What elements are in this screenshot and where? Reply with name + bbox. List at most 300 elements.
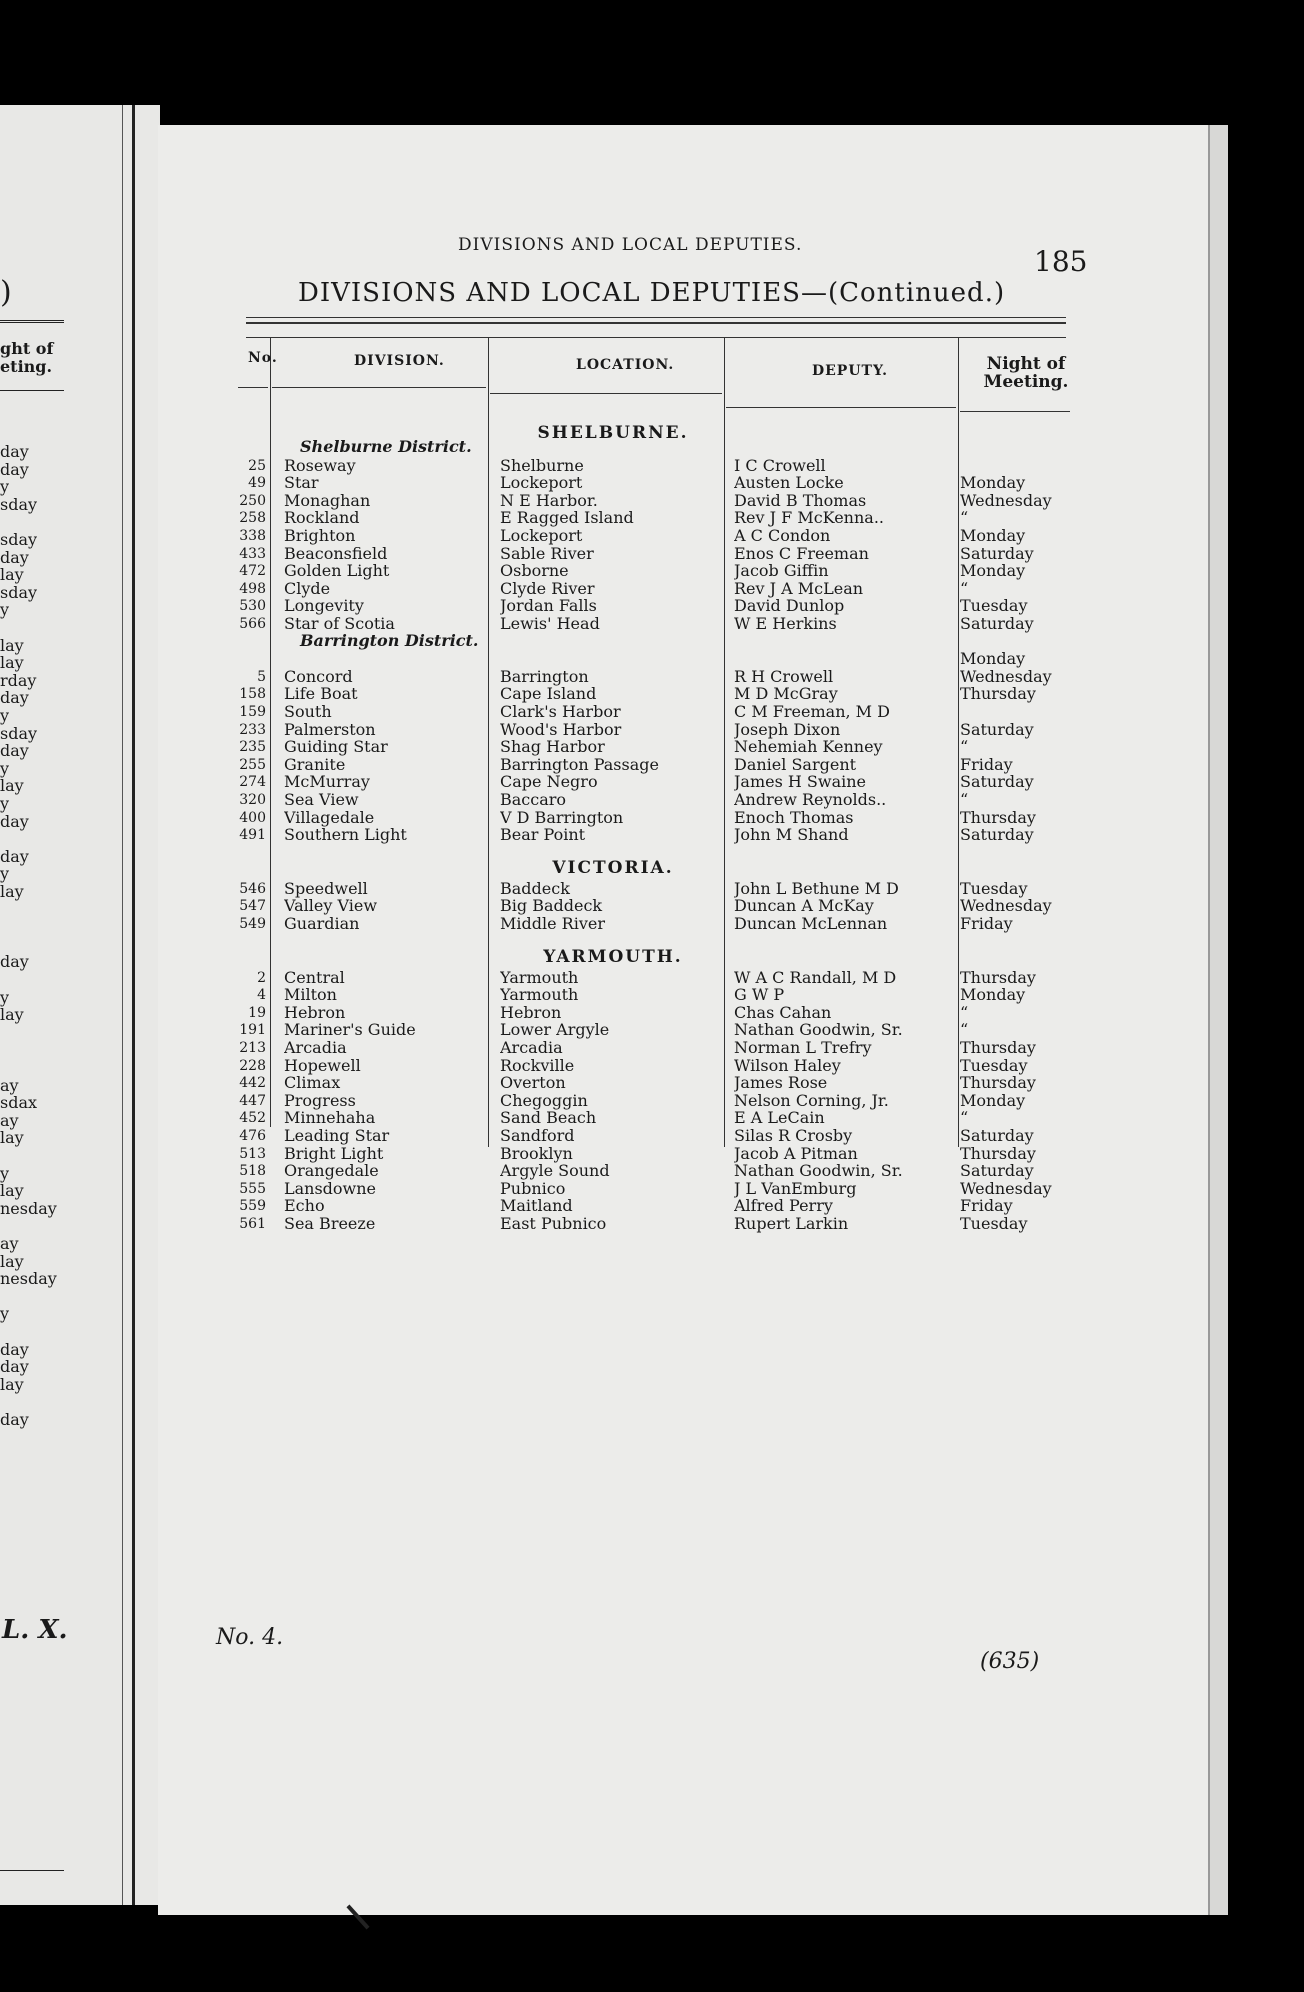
- left-night-fragment: day: [0, 1410, 29, 1429]
- night-of-meeting: “: [960, 579, 969, 598]
- division-number: 191: [239, 1022, 266, 1039]
- left-night-fragment: nesday: [0, 1269, 57, 1289]
- night-of-meeting: Friday: [960, 755, 1013, 774]
- header-bottom-rule: [238, 387, 268, 388]
- left-night-fragment: day: [0, 846, 29, 866]
- deputy: Joseph Dixon: [734, 720, 841, 739]
- table-row: [158, 809, 1078, 827]
- table-row: [158, 986, 1078, 1004]
- table-row: [158, 1021, 1078, 1039]
- deputy: Duncan McLennan: [734, 915, 888, 933]
- division-number: 213: [239, 1040, 266, 1056]
- division-name: Life Boat: [284, 685, 358, 704]
- location: Chegoggin: [500, 1091, 588, 1110]
- left-night-fragment: sday: [0, 530, 38, 549]
- county-heading: SHELBURNE.: [537, 423, 689, 443]
- division-name: Hebron: [284, 1003, 346, 1022]
- division-name: Guardian: [284, 915, 360, 933]
- left-night-fragment: day: [0, 688, 29, 708]
- left-night-fragment: day: [0, 459, 29, 479]
- division-name: South: [284, 703, 332, 721]
- night-of-meeting: Thursday: [960, 1039, 1036, 1057]
- night-of-meeting: Monday: [960, 650, 1026, 669]
- location: V D Barrington: [500, 808, 624, 827]
- night-of-meeting: “: [960, 509, 969, 528]
- left-night-fragment: y: [0, 1163, 10, 1183]
- table-row: [158, 580, 1078, 598]
- division-name: Longevity: [284, 597, 364, 616]
- division-number: 546: [239, 880, 266, 897]
- division-name: Southern Light: [284, 826, 407, 845]
- table-row: [158, 1074, 1078, 1092]
- division-name: Speedwell: [284, 879, 368, 898]
- division-name: Star: [284, 474, 319, 493]
- table-row: [158, 1180, 1078, 1198]
- division-number: 555: [239, 1180, 266, 1197]
- division-number: 235: [239, 739, 266, 756]
- location: Overton: [500, 1074, 566, 1093]
- division-name: Lansdowne: [284, 1179, 377, 1198]
- deputy: James H Swaine: [734, 773, 867, 792]
- table-row: [158, 1215, 1078, 1233]
- deputy: I C Crowell: [734, 456, 826, 475]
- location: Lower Argyle: [500, 1021, 610, 1040]
- location: Sable River: [500, 544, 594, 563]
- left-night-fragment: day: [0, 741, 29, 761]
- location: N E Harbor.: [500, 491, 598, 510]
- night-of-meeting: Saturday: [960, 1127, 1034, 1145]
- division-name: Milton: [284, 986, 337, 1005]
- deputy: Jacob A Pitman: [734, 1144, 858, 1163]
- left-night-fragment: rday: [0, 670, 37, 690]
- table-row: [158, 969, 1078, 987]
- night-of-meeting: Tuesday: [960, 597, 1028, 616]
- page-number: 185: [1034, 245, 1088, 278]
- table-row: [158, 562, 1078, 580]
- deputy: Andrew Reynolds..: [734, 791, 887, 809]
- table-row: [158, 1039, 1078, 1057]
- left-night-fragment: day: [0, 1339, 29, 1359]
- division-number: 159: [239, 704, 266, 720]
- division-number: 476: [239, 1128, 266, 1144]
- division-number: 491: [239, 827, 266, 844]
- footer-signature-number: No. 4.: [216, 1625, 284, 1650]
- division-name: Central: [284, 968, 345, 987]
- location: Barrington: [500, 667, 589, 686]
- division-number: 513: [239, 1145, 266, 1162]
- division-name: Hopewell: [284, 1056, 361, 1075]
- division-number: 547: [239, 898, 266, 915]
- division-name: Beaconsfield: [284, 544, 388, 563]
- division-number: 228: [239, 1057, 266, 1074]
- left-night-fragment: sday: [0, 582, 38, 602]
- left-night-fragment: sday: [0, 494, 38, 514]
- left-night-fragment: y: [0, 600, 10, 620]
- division-name: Golden Light: [284, 562, 390, 581]
- division-name: Progress: [284, 1091, 356, 1110]
- division-name: Orangedale: [284, 1162, 379, 1181]
- county-heading: VICTORIA.: [552, 857, 674, 878]
- location: Yarmouth: [500, 968, 579, 987]
- table-row: [158, 668, 1078, 686]
- division-name: Echo: [284, 1197, 325, 1216]
- header-bottom-rule: [272, 387, 486, 388]
- table-row: [158, 1004, 1078, 1022]
- night-of-meeting: Monday: [960, 1091, 1026, 1110]
- location: Hebron: [500, 1003, 562, 1022]
- deputy: Duncan A McKay: [734, 897, 874, 916]
- location: Lewis' Head: [500, 615, 600, 633]
- division-number: 561: [239, 1216, 266, 1232]
- left-night-fragment: y: [0, 1304, 10, 1324]
- left-night-fragment: sdax: [0, 1093, 38, 1113]
- night-of-meeting: “: [960, 738, 969, 757]
- division-number: 233: [239, 721, 266, 738]
- division-number: 549: [239, 916, 266, 932]
- deputy: C M Freeman, M D: [734, 703, 890, 721]
- table-row: [158, 650, 1078, 668]
- deputy: John L Bethune M D: [734, 879, 899, 898]
- left-night-fragment: nesday: [0, 1198, 57, 1218]
- location: Maitland: [500, 1197, 573, 1216]
- table-row: [158, 703, 1078, 721]
- location: Brooklyn: [500, 1144, 573, 1163]
- division-number: 5: [257, 668, 266, 685]
- night-of-meeting: Monday: [960, 986, 1026, 1005]
- division-number: 158: [239, 686, 266, 703]
- night-of-meeting: Friday: [960, 1197, 1013, 1216]
- left-night-fragment: y: [0, 864, 10, 884]
- division-name: Arcadia: [284, 1039, 347, 1057]
- division-number: 566: [239, 616, 266, 632]
- location: East Pubnico: [500, 1215, 607, 1233]
- location: Barrington Passage: [500, 755, 659, 774]
- left-night-fragment: day: [0, 547, 29, 567]
- division-name: Granite: [284, 755, 346, 774]
- header-bottom-rule: [960, 411, 1070, 412]
- left-night-fragment: lay: [0, 1251, 24, 1271]
- column-header-no: No.: [248, 350, 278, 366]
- deputy: Nathan Goodwin, Sr.: [734, 1021, 903, 1040]
- left-night-fragment: y: [0, 987, 10, 1007]
- division-number: 250: [239, 492, 266, 509]
- table-row: [158, 474, 1078, 492]
- table-row: [158, 615, 1078, 633]
- division-name: Guiding Star: [284, 738, 388, 757]
- location: Argyle Sound: [500, 1162, 610, 1181]
- table-row: [158, 1057, 1078, 1075]
- night-of-meeting: Monday: [960, 562, 1026, 581]
- division-name: Brighton: [284, 527, 356, 545]
- table-row: [158, 756, 1078, 774]
- division-name: Mariner's Guide: [284, 1021, 416, 1040]
- deputy: Daniel Sargent: [734, 755, 857, 774]
- header-top-rule: [246, 337, 1066, 338]
- left-night-fragment: lay: [0, 565, 24, 585]
- left-night-fragment: sday: [0, 723, 38, 743]
- night-of-meeting: Wednesday: [960, 491, 1052, 510]
- page-edge: [1208, 125, 1228, 1915]
- table-row: [158, 826, 1078, 844]
- division-name: Concord: [284, 667, 353, 686]
- night-of-meeting: Monday: [960, 527, 1026, 545]
- division-name: Sea Breeze: [284, 1215, 376, 1233]
- deputy: James Rose: [734, 1074, 828, 1093]
- table-row: [158, 915, 1078, 933]
- night-of-meeting: Saturday: [960, 544, 1034, 563]
- division-number: 2: [257, 969, 266, 986]
- division-name: Climax: [284, 1074, 341, 1093]
- location: Bear Point: [500, 826, 586, 845]
- night-of-meeting: Saturday: [960, 1162, 1034, 1181]
- location: Big Baddeck: [500, 897, 603, 916]
- left-title-fragment: ): [0, 275, 12, 310]
- table-row: [158, 773, 1078, 791]
- left-night-header-fragment: ght of eting.: [0, 339, 54, 376]
- division-number: 4: [257, 987, 266, 1004]
- gutter-line: [132, 105, 135, 1905]
- night-of-meeting: Tuesday: [960, 1056, 1028, 1075]
- gutter-line-inner: [122, 105, 123, 1905]
- left-night-fragment: y: [0, 758, 10, 778]
- deputy: Nathan Goodwin, Sr.: [734, 1162, 903, 1181]
- table-row: [158, 545, 1078, 563]
- night-of-meeting: Saturday: [960, 826, 1034, 845]
- column-header-location: LOCATION.: [576, 357, 675, 373]
- left-footer-fragment: L. X.: [2, 1615, 68, 1645]
- location: Wood's Harbor: [500, 720, 622, 739]
- header-bottom-rule: [726, 407, 956, 408]
- location: Pubnico: [500, 1179, 566, 1198]
- table-row: [158, 597, 1078, 615]
- division-name: Monaghan: [284, 491, 371, 510]
- left-night-fragment: ay: [0, 1234, 19, 1253]
- left-night-fragment: ay: [0, 1075, 19, 1095]
- division-number: 400: [239, 809, 266, 826]
- night-of-meeting: Thursday: [960, 1074, 1036, 1093]
- left-title-rule: [0, 320, 64, 323]
- deputy: R H Crowell: [734, 667, 834, 686]
- table-row: [158, 897, 1078, 915]
- column-header-night: Night of Meeting.: [983, 354, 1069, 392]
- left-night-fragment: day: [0, 811, 29, 831]
- night-of-meeting: Tuesday: [960, 879, 1028, 898]
- division-name: Valley View: [284, 897, 378, 916]
- division-number: 530: [239, 598, 266, 615]
- location: Clyde River: [500, 579, 595, 598]
- county-heading: YARMOUTH.: [543, 946, 683, 967]
- night-of-meeting: Thursday: [960, 685, 1036, 704]
- night-of-meeting: Thursday: [960, 968, 1036, 987]
- location: Cape Island: [500, 685, 597, 704]
- left-night-fragment: day: [0, 442, 29, 461]
- deputy: W E Herkins: [734, 615, 837, 633]
- left-night-fragment: lay: [0, 653, 24, 673]
- left-night-fragment: lay: [0, 882, 24, 901]
- division-number: 338: [239, 528, 266, 544]
- night-of-meeting: Monday: [960, 474, 1026, 493]
- location: Shag Harbor: [500, 738, 605, 757]
- location: Cape Negro: [500, 773, 598, 792]
- night-of-meeting: “: [960, 1109, 969, 1128]
- running-head: DIVISIONS AND LOCAL DEPUTIES.: [458, 235, 803, 255]
- table-row: [158, 509, 1078, 527]
- division-number: 274: [239, 774, 266, 791]
- night-of-meeting: Saturday: [960, 720, 1034, 739]
- table-row: [158, 1092, 1078, 1110]
- deputy: Enos C Freeman: [734, 544, 869, 563]
- page: [158, 125, 1208, 1915]
- location: Osborne: [500, 562, 569, 581]
- division-number: 19: [248, 1004, 266, 1021]
- night-of-meeting: “: [960, 1003, 969, 1022]
- deputy: G W P: [734, 986, 785, 1005]
- night-of-meeting: Friday: [960, 915, 1013, 933]
- table-row: [158, 1197, 1078, 1215]
- column-header-deputy: DEPUTY.: [812, 363, 889, 379]
- night-of-meeting: Thursday: [960, 808, 1036, 827]
- table-row: [158, 457, 1078, 475]
- left-night-fragment: ay: [0, 1110, 19, 1130]
- division-name: Roseway: [284, 456, 356, 475]
- deputy: Wilson Haley: [734, 1056, 841, 1075]
- left-night-fragment: lay: [0, 1181, 24, 1201]
- left-night-fragment: lay: [0, 776, 24, 796]
- table-row: [158, 492, 1078, 510]
- page-title: DIVISIONS AND LOCAL DEPUTIES—(Continued.): [298, 278, 1006, 308]
- deputy: Rev J A McLean: [734, 579, 864, 598]
- deputy: W A C Randall, M D: [734, 968, 897, 987]
- table-row: [158, 791, 1078, 809]
- deputy: Silas R Crosby: [734, 1127, 853, 1145]
- division-number: 518: [239, 1163, 266, 1180]
- night-of-meeting: Thursday: [960, 1144, 1036, 1163]
- location: Lockeport: [500, 527, 583, 545]
- left-night-fragment: lay: [0, 1374, 24, 1394]
- deputy: A C Condon: [734, 527, 831, 545]
- location: Clark's Harbor: [500, 703, 621, 721]
- division-number: 25: [248, 457, 266, 474]
- division-number: 433: [239, 545, 266, 562]
- deputy: J L VanEmburg: [734, 1179, 857, 1198]
- deputy: David B Thomas: [734, 491, 867, 510]
- night-of-meeting: Saturday: [960, 773, 1034, 792]
- division-name: Leading Star: [284, 1127, 390, 1145]
- deputy: Jacob Giffin: [734, 562, 829, 581]
- division-number: 442: [239, 1075, 266, 1092]
- header-bottom-rule: [490, 393, 722, 394]
- division-number: 452: [239, 1110, 266, 1127]
- division-name: Bright Light: [284, 1144, 384, 1163]
- location: Yarmouth: [500, 986, 579, 1005]
- deputy: Chas Cahan: [734, 1003, 832, 1022]
- location: Sand Beach: [500, 1109, 597, 1128]
- deputy: Alfred Perry: [734, 1197, 833, 1216]
- deputy: David Dunlop: [734, 597, 845, 616]
- division-number: 49: [248, 475, 266, 492]
- left-night-fragment: y: [0, 477, 10, 497]
- division-name: McMurray: [284, 773, 370, 792]
- left-night-fragment: day: [0, 1357, 29, 1377]
- deputy: Norman L Trefry: [734, 1039, 872, 1057]
- division-name: Villagedale: [284, 808, 375, 827]
- district-heading: Barrington District.: [300, 630, 479, 650]
- column-header-division: DIVISION.: [354, 353, 445, 369]
- table-row: [158, 1145, 1078, 1163]
- table-row: [158, 1127, 1078, 1145]
- left-night-fragment: y: [0, 794, 10, 813]
- deputy: Rev J F McKenna..: [734, 509, 884, 528]
- division-name: Sea View: [284, 791, 359, 809]
- deputy: E A LeCain: [734, 1109, 825, 1128]
- left-night-fragment: lay: [0, 1128, 24, 1148]
- title-rule: [246, 317, 1066, 318]
- table-row: [158, 1109, 1078, 1127]
- division-number: 447: [239, 1092, 266, 1109]
- division-name: Minnehaha: [284, 1109, 376, 1128]
- district-heading: Shelburne District.: [300, 437, 472, 456]
- left-night-fragment: day: [0, 952, 29, 972]
- table-row: [158, 880, 1078, 898]
- location: Rockville: [500, 1056, 575, 1075]
- night-of-meeting: Saturday: [960, 615, 1034, 633]
- deputy: John M Shand: [734, 826, 849, 845]
- deputy: Rupert Larkin: [734, 1215, 849, 1233]
- location: Lockeport: [500, 474, 583, 493]
- division-name: Star of Scotia: [284, 615, 395, 633]
- location: Jordan Falls: [500, 597, 597, 616]
- division-name: Rockland: [284, 509, 360, 528]
- location: Middle River: [500, 915, 605, 933]
- night-of-meeting: Tuesday: [960, 1215, 1028, 1233]
- division-number: 320: [239, 792, 266, 808]
- page-mark: [346, 1905, 369, 1930]
- facing-page-fragment: [0, 105, 160, 1905]
- division-name: Clyde: [284, 579, 331, 598]
- left-night-fragment: lay: [0, 635, 24, 655]
- title-rule-double: [246, 322, 1066, 324]
- table-row: [158, 685, 1078, 703]
- location: Sandford: [500, 1127, 575, 1145]
- table-row: [158, 527, 1078, 545]
- table-row: [158, 721, 1078, 739]
- left-night-fragment: y: [0, 706, 10, 725]
- left-header-rule: [0, 390, 64, 391]
- night-of-meeting: Wednesday: [960, 897, 1052, 916]
- division-number: 498: [239, 580, 266, 597]
- location: Baccaro: [500, 791, 567, 809]
- division-number: 472: [239, 563, 266, 580]
- deputy: Austen Locke: [734, 474, 844, 493]
- footer-folio: (635): [980, 1649, 1040, 1674]
- location: Shelburne: [500, 456, 584, 475]
- division-number: 255: [239, 756, 266, 773]
- division-number: 258: [239, 510, 266, 527]
- location: E Ragged Island: [500, 509, 634, 528]
- left-night-fragment: lay: [0, 1005, 24, 1025]
- night-of-meeting: “: [960, 1021, 969, 1040]
- night-of-meeting: “: [960, 791, 969, 809]
- table-row: [158, 1162, 1078, 1180]
- division-number: 559: [239, 1198, 266, 1215]
- division-name: Palmerston: [284, 720, 376, 739]
- left-bottom-rule: [0, 1870, 64, 1871]
- night-of-meeting: Wednesday: [960, 1179, 1052, 1198]
- deputy: Nelson Corning, Jr.: [734, 1091, 889, 1110]
- location: Arcadia: [500, 1039, 563, 1057]
- deputy: Nehemiah Kenney: [734, 738, 883, 757]
- deputy: M D McGray: [734, 685, 838, 704]
